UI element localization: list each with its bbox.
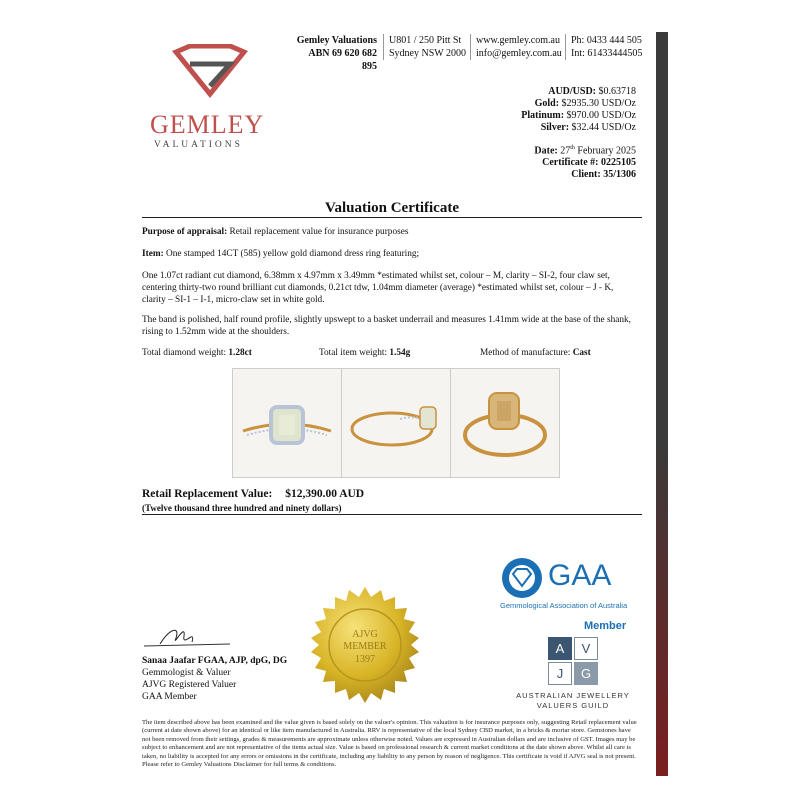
website-link[interactable]: www.gemley.com.au xyxy=(476,35,560,46)
logo-sub: VALUATIONS xyxy=(154,140,243,150)
value-words: (Twelve thousand three hundred and ninety dollars) xyxy=(142,503,342,513)
ring-photo-side xyxy=(341,368,451,478)
platinum-value: $970.00 USD/Oz xyxy=(566,110,636,121)
side-color-bar xyxy=(656,32,668,776)
seal-line1: AJVG xyxy=(352,629,378,640)
gold-value: $2935.30 USD/Oz xyxy=(561,98,636,109)
valuer-role1: Gemmologist & Valuer xyxy=(142,668,231,678)
gold-label: Gold: xyxy=(534,98,560,109)
platinum-label: Platinum: xyxy=(521,110,565,121)
gaa-full-name: Gemmological Association of Australia xyxy=(500,601,628,610)
audusd-label: AUD/USD: xyxy=(548,86,596,97)
ajvg-line1: AUSTRALIAN JEWELLERY xyxy=(516,691,630,700)
purpose-text: Retail replacement value for insurance purposes xyxy=(227,227,409,237)
value-line xyxy=(142,488,364,500)
manufacture-label: Method of manufacture: xyxy=(480,348,571,358)
item-weight xyxy=(319,347,479,359)
header-phone-block xyxy=(571,34,642,60)
item-line xyxy=(142,248,638,260)
ajvg-g: G xyxy=(574,662,598,685)
ajvg-text xyxy=(508,691,638,711)
client-value: 35/1306 xyxy=(603,169,636,181)
address-line1: U801 / 250 Pitt St xyxy=(389,35,462,46)
item-weight-value: 1.54g xyxy=(389,348,411,358)
ajvg-line2: VALUERS GUILD xyxy=(536,701,610,710)
divider xyxy=(470,34,471,60)
seal-line3: 1397 xyxy=(355,654,375,665)
disclaimer-text: The item described above has been examined and the value given is based solely on the valuer's opinion. This valuation is for insurance purposes only, suggesting Retail replacement value (current at date shown above) for an identical or like item manufactured in Australia. RRV is representative of the local Sydney CBD market, in a bricks & mortar store. Gemstones have not been removed from their settings, grades & measurements are approximate unless otherwise noted. Values are expressed in Australian dollars and are inclusive of GST. Images may be subject to enhancement and are not representative of the items actual size. Value is based on professional research & current market conditions at the date shown above. Whilst all care is taken, no liability is accepted for any errors or omissions in the certificate, including any liability to any person by reason of negligence. This certificate is void if AJVG seal is not present. Please refer to Gemley Valuations Disclaimer for full terms & conditions. xyxy=(142,719,637,769)
valuer-role3: GAA Member xyxy=(142,692,197,702)
header-company-block xyxy=(295,34,377,73)
ajvg-logo xyxy=(548,637,598,685)
ring-front-image xyxy=(233,369,341,477)
manufacture-method xyxy=(480,347,640,359)
purpose-label: Purpose of appraisal: xyxy=(142,227,228,237)
cert-label: Certificate #: xyxy=(542,157,599,169)
item-text: One stamped 14CT (585) yellow gold diamond dress ring featuring; xyxy=(163,249,420,259)
intl-phone: Int: 61433444505 xyxy=(571,48,643,59)
item-label: Item: xyxy=(142,249,164,259)
silver-value: $32.44 USD/Oz xyxy=(571,122,636,133)
meta-block xyxy=(534,142,636,181)
value-amount: $12,390.00 AUD xyxy=(285,488,365,500)
header-contact-block xyxy=(476,34,562,60)
page-title: Valuation Certificate xyxy=(324,200,459,216)
manufacture-value: Cast xyxy=(572,348,591,358)
gaa-member: Member xyxy=(584,620,627,632)
header-address-block xyxy=(389,34,466,60)
divider xyxy=(565,34,566,60)
title-rule xyxy=(142,217,642,218)
company-abn: ABN 69 620 682 895 xyxy=(308,48,377,72)
signature xyxy=(140,618,240,654)
gaa-emblem-icon xyxy=(500,556,544,600)
date-label: Date: xyxy=(534,145,558,157)
seal-line2: MEMBER xyxy=(343,641,387,652)
diamond-weight-label: Total diamond weight: xyxy=(142,348,227,358)
date-rest: February 2025 xyxy=(574,145,636,157)
ring-photo-top xyxy=(450,368,560,478)
ajvg-gold-seal xyxy=(305,585,425,705)
ajvg-j: J xyxy=(548,662,572,685)
ring-side-image xyxy=(342,369,450,477)
gaa-name: GAA xyxy=(548,559,612,592)
logo-name: GEMLEY xyxy=(150,110,265,139)
divider xyxy=(383,34,384,60)
ring-top-image xyxy=(451,369,559,477)
valuer-role2: AJVG Registered Valuer xyxy=(142,680,237,690)
value-rule xyxy=(142,514,642,515)
diamond-weight-value: 1.28ct xyxy=(228,348,252,358)
company-name: Gemley Valuations xyxy=(296,35,377,46)
value-label: Retail Replacement Value: xyxy=(142,488,273,500)
cert-value: 0225105 xyxy=(601,157,636,169)
email-link[interactable]: info@gemley.com.au xyxy=(476,48,562,59)
rates-block xyxy=(521,86,636,134)
gemley-diamond-icon xyxy=(170,44,250,102)
date-sup: th xyxy=(570,145,575,151)
ring-photo-front xyxy=(232,368,342,478)
description-2: The band is polished, half round profile, slightly upswept to a basket underrail and measures 1.41mm wide at the base of the shank, rising to 1.52mm wide at the shoulders. xyxy=(142,315,632,337)
silver-label: Silver: xyxy=(540,122,570,133)
item-weight-label: Total item weight: xyxy=(319,348,388,358)
client-label: Client: xyxy=(571,169,601,181)
diamond-weight xyxy=(142,347,302,359)
audusd-value: $0.63718 xyxy=(598,86,636,97)
ajvg-a: A xyxy=(548,637,572,660)
address-line2: Sydney NSW 2000 xyxy=(389,48,467,59)
description-1: One 1.07ct radiant cut diamond, 6.38mm x 4.97mm x 3.49mm *estimated whilst set, colour – M, clarity – SI-2, four claw set, centering thirty-two round brilliant cut diamonds, 0.21ct tdw, 1.04mm diameter (average) *estimated whilst set, colour – J - K, clarity – SI-1 – I-1, micro-claw set in white gold. xyxy=(142,271,614,305)
phone: Ph: 0433 444 505 xyxy=(571,35,642,46)
ajvg-v: V xyxy=(574,637,598,660)
purpose-line xyxy=(142,226,638,238)
valuer-block xyxy=(142,655,287,703)
date-day: 27 xyxy=(560,145,571,157)
valuer-name: Sanaa Jaafar FGAA, AJP, dpG, DG xyxy=(142,656,288,666)
